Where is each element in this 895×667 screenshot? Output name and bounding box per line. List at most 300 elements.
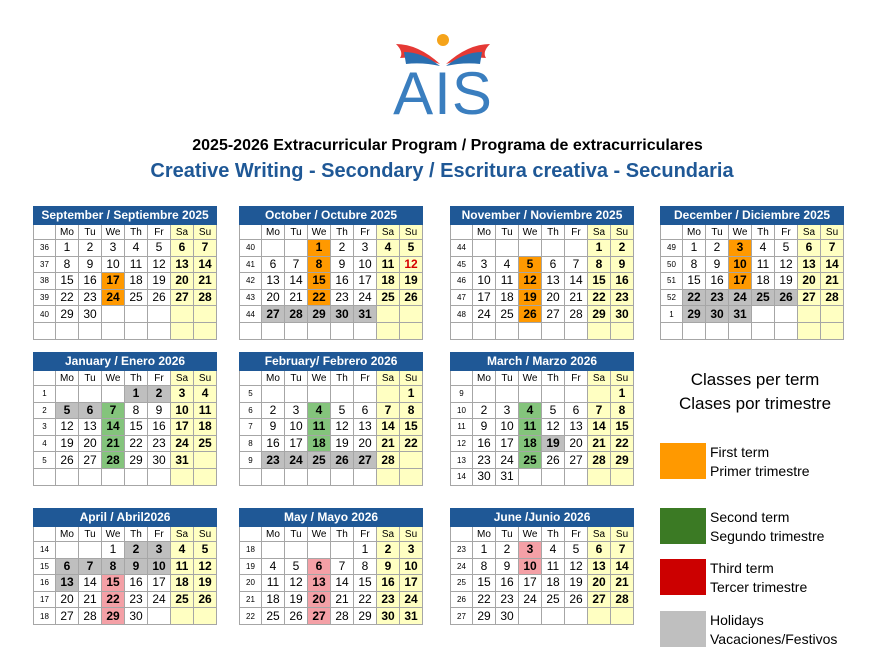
day-cell: 6	[798, 240, 821, 257]
day-cell	[821, 322, 844, 339]
week-number: 4	[34, 435, 56, 452]
day-cell	[775, 306, 798, 323]
day-header: Su	[194, 527, 217, 542]
week-number: 10	[451, 402, 473, 419]
day-cell: 28	[377, 452, 400, 469]
day-cell: 19	[519, 289, 542, 306]
day-cell: 23	[377, 591, 400, 608]
day-cell: 15	[125, 419, 148, 436]
week-number: 16	[34, 575, 56, 592]
day-cell: 18	[542, 575, 565, 592]
week-number: 21	[240, 591, 262, 608]
day-cell: 7	[285, 256, 308, 273]
day-header: Mo	[683, 225, 706, 240]
month-calendar	[33, 206, 216, 340]
month-calendar	[33, 352, 216, 486]
week-number: 38	[34, 273, 56, 290]
week-number	[661, 322, 683, 339]
day-cell	[400, 468, 423, 485]
week-number	[240, 468, 262, 485]
day-cell: 1	[683, 240, 706, 257]
day-cell	[611, 608, 634, 625]
day-cell: 13	[79, 419, 102, 436]
day-header: Th	[125, 527, 148, 542]
day-cell: 18	[262, 591, 285, 608]
day-cell	[798, 306, 821, 323]
day-cell: 3	[496, 402, 519, 419]
day-cell	[308, 386, 331, 403]
week-number: 41	[240, 256, 262, 273]
week-number: 27	[451, 608, 473, 625]
day-header: Sa	[588, 371, 611, 386]
day-cell: 28	[331, 608, 354, 625]
day-cell	[331, 322, 354, 339]
day-header: Mo	[473, 527, 496, 542]
day-header: Th	[542, 225, 565, 240]
day-cell: 10	[400, 558, 423, 575]
week-number: 42	[240, 273, 262, 290]
day-header: Tu	[496, 371, 519, 386]
day-cell: 1	[354, 542, 377, 559]
day-cell: 9	[611, 256, 634, 273]
day-cell: 10	[519, 558, 542, 575]
day-cell: 28	[194, 289, 217, 306]
day-header: We	[519, 225, 542, 240]
day-header: Fr	[775, 225, 798, 240]
day-header: Su	[194, 371, 217, 386]
week-number: 18	[34, 608, 56, 625]
day-cell	[775, 322, 798, 339]
day-cell: 8	[125, 402, 148, 419]
day-cell: 14	[79, 575, 102, 592]
day-cell: 20	[542, 289, 565, 306]
day-cell: 10	[496, 419, 519, 436]
day-cell	[148, 322, 171, 339]
day-cell: 12	[285, 575, 308, 592]
week-number: 9	[451, 386, 473, 403]
day-cell	[542, 468, 565, 485]
day-header: We	[729, 225, 752, 240]
day-cell: 24	[729, 289, 752, 306]
day-cell: 5	[565, 542, 588, 559]
day-cell: 29	[125, 452, 148, 469]
day-cell: 8	[102, 558, 125, 575]
day-cell: 31	[354, 306, 377, 323]
day-cell: 15	[56, 273, 79, 290]
week-number: 17	[34, 591, 56, 608]
day-cell: 8	[611, 402, 634, 419]
day-header: Sa	[377, 225, 400, 240]
day-cell: 10	[171, 402, 194, 419]
day-cell: 15	[473, 575, 496, 592]
day-header: Sa	[171, 371, 194, 386]
day-cell	[56, 542, 79, 559]
day-cell: 6	[354, 402, 377, 419]
day-header: Th	[125, 225, 148, 240]
day-cell: 8	[683, 256, 706, 273]
week-number: 1	[34, 386, 56, 403]
day-cell: 12	[400, 256, 423, 273]
day-cell: 27	[308, 608, 331, 625]
day-cell	[400, 306, 423, 323]
day-cell: 2	[125, 542, 148, 559]
day-cell: 24	[285, 452, 308, 469]
day-cell: 8	[473, 558, 496, 575]
day-cell	[171, 468, 194, 485]
day-header: Su	[400, 371, 423, 386]
day-cell: 6	[565, 402, 588, 419]
week-number: 7	[240, 419, 262, 436]
day-header: Fr	[565, 371, 588, 386]
day-cell: 30	[496, 608, 519, 625]
day-cell: 31	[171, 452, 194, 469]
day-cell: 29	[683, 306, 706, 323]
day-cell: 14	[565, 273, 588, 290]
day-cell: 1	[400, 386, 423, 403]
day-cell: 11	[171, 558, 194, 575]
day-cell: 30	[79, 306, 102, 323]
day-cell: 16	[473, 435, 496, 452]
day-cell	[285, 240, 308, 257]
day-cell: 15	[683, 273, 706, 290]
day-cell	[354, 322, 377, 339]
day-cell: 2	[331, 240, 354, 257]
day-cell: 11	[496, 273, 519, 290]
week-number: 26	[451, 591, 473, 608]
day-cell: 28	[565, 306, 588, 323]
day-cell: 26	[775, 289, 798, 306]
day-cell	[262, 322, 285, 339]
day-header: Tu	[706, 225, 729, 240]
day-cell: 20	[262, 289, 285, 306]
week-number: 43	[240, 289, 262, 306]
day-header: Su	[821, 225, 844, 240]
day-cell: 30	[377, 608, 400, 625]
week-header	[240, 527, 262, 542]
day-cell: 3	[473, 256, 496, 273]
day-cell: 4	[377, 240, 400, 257]
day-header: Tu	[285, 225, 308, 240]
day-header: Sa	[588, 225, 611, 240]
day-cell: 21	[565, 289, 588, 306]
day-cell: 27	[79, 452, 102, 469]
day-cell: 30	[706, 306, 729, 323]
day-cell: 5	[775, 240, 798, 257]
day-cell	[262, 542, 285, 559]
week-number: 20	[240, 575, 262, 592]
day-cell	[285, 386, 308, 403]
day-cell: 25	[262, 608, 285, 625]
day-cell	[542, 386, 565, 403]
day-cell: 11	[542, 558, 565, 575]
day-header: Fr	[354, 371, 377, 386]
day-cell: 26	[56, 452, 79, 469]
day-header: Sa	[377, 527, 400, 542]
day-cell	[79, 322, 102, 339]
day-cell: 14	[102, 419, 125, 436]
day-header: Su	[400, 527, 423, 542]
week-header	[34, 225, 56, 240]
week-number: 6	[240, 402, 262, 419]
day-header: Tu	[79, 527, 102, 542]
day-cell: 17	[519, 575, 542, 592]
day-cell: 5	[148, 240, 171, 257]
week-number: 51	[661, 273, 683, 290]
day-cell: 12	[519, 273, 542, 290]
day-header: Su	[400, 225, 423, 240]
week-header	[661, 225, 683, 240]
day-cell: 19	[331, 435, 354, 452]
day-cell: 17	[285, 435, 308, 452]
day-cell: 17	[729, 273, 752, 290]
day-cell	[285, 322, 308, 339]
week-header	[451, 225, 473, 240]
day-cell	[519, 322, 542, 339]
day-cell: 14	[377, 419, 400, 436]
day-cell: 3	[519, 542, 542, 559]
day-cell: 27	[171, 289, 194, 306]
day-cell: 10	[729, 256, 752, 273]
legend-label-es: Tercer trimestre	[710, 579, 808, 595]
day-cell	[102, 468, 125, 485]
day-cell: 16	[496, 575, 519, 592]
day-cell: 29	[473, 608, 496, 625]
day-cell: 6	[588, 542, 611, 559]
day-cell: 16	[706, 273, 729, 290]
day-cell	[377, 386, 400, 403]
day-cell: 7	[102, 402, 125, 419]
week-number: 40	[240, 240, 262, 257]
day-cell: 22	[473, 591, 496, 608]
month-title: March / Marzo 2026	[451, 353, 634, 371]
day-cell: 11	[125, 256, 148, 273]
day-cell: 8	[588, 256, 611, 273]
day-cell	[611, 468, 634, 485]
day-cell: 7	[79, 558, 102, 575]
day-cell: 27	[565, 452, 588, 469]
month-calendar	[450, 352, 633, 486]
day-cell: 9	[706, 256, 729, 273]
day-header: Su	[611, 371, 634, 386]
day-cell: 26	[565, 591, 588, 608]
day-header: Tu	[285, 371, 308, 386]
day-cell: 5	[542, 402, 565, 419]
day-cell: 12	[775, 256, 798, 273]
day-cell: 23	[611, 289, 634, 306]
day-cell: 29	[102, 608, 125, 625]
day-cell: 20	[79, 435, 102, 452]
day-header: Tu	[496, 225, 519, 240]
day-cell: 17	[400, 575, 423, 592]
day-cell: 21	[79, 591, 102, 608]
day-cell: 28	[588, 452, 611, 469]
day-cell: 23	[331, 289, 354, 306]
day-cell	[542, 608, 565, 625]
day-cell: 28	[285, 306, 308, 323]
week-number: 15	[34, 558, 56, 575]
day-cell: 24	[354, 289, 377, 306]
day-cell	[565, 240, 588, 257]
day-cell	[125, 306, 148, 323]
day-cell: 22	[102, 591, 125, 608]
day-cell: 16	[331, 273, 354, 290]
day-cell: 24	[148, 591, 171, 608]
day-cell	[798, 322, 821, 339]
day-cell: 19	[285, 591, 308, 608]
day-cell: 25	[519, 452, 542, 469]
week-number: 50	[661, 256, 683, 273]
day-cell: 5	[519, 256, 542, 273]
day-cell: 26	[194, 591, 217, 608]
day-cell: 29	[588, 306, 611, 323]
week-number: 1	[661, 306, 683, 323]
day-header: We	[308, 371, 331, 386]
day-cell	[331, 468, 354, 485]
day-header: Su	[194, 225, 217, 240]
day-header: Mo	[262, 225, 285, 240]
day-cell: 4	[194, 386, 217, 403]
day-cell: 21	[377, 435, 400, 452]
day-cell: 21	[194, 273, 217, 290]
day-cell: 22	[611, 435, 634, 452]
day-cell: 4	[519, 402, 542, 419]
legend-first-term	[710, 443, 810, 481]
day-cell: 31	[400, 608, 423, 625]
month-title: June /Junio 2026	[451, 509, 634, 527]
day-header: Th	[125, 371, 148, 386]
legend-title-es: Clases por trimestre	[678, 394, 832, 413]
day-cell: 25	[308, 452, 331, 469]
day-cell	[171, 306, 194, 323]
month-title: September / Septiembre 2025	[34, 207, 217, 225]
day-cell	[611, 322, 634, 339]
month-title: October / Octubre 2025	[240, 207, 423, 225]
week-number: 45	[451, 256, 473, 273]
day-cell	[194, 322, 217, 339]
week-header	[240, 371, 262, 386]
day-cell	[79, 386, 102, 403]
day-header: Mo	[473, 371, 496, 386]
day-cell: 19	[775, 273, 798, 290]
day-cell: 11	[308, 419, 331, 436]
day-cell: 3	[102, 240, 125, 257]
week-header	[34, 527, 56, 542]
day-cell: 24	[519, 591, 542, 608]
day-header: Th	[331, 225, 354, 240]
day-cell: 25	[377, 289, 400, 306]
day-cell: 25	[194, 435, 217, 452]
day-cell: 11	[377, 256, 400, 273]
day-cell	[171, 608, 194, 625]
day-cell: 12	[56, 419, 79, 436]
day-cell: 4	[262, 558, 285, 575]
day-cell: 4	[125, 240, 148, 257]
day-cell: 23	[125, 591, 148, 608]
day-cell: 30	[331, 306, 354, 323]
day-cell: 2	[611, 240, 634, 257]
day-cell: 19	[148, 273, 171, 290]
day-header: Sa	[798, 225, 821, 240]
day-cell: 2	[262, 402, 285, 419]
day-cell: 23	[496, 591, 519, 608]
day-cell: 26	[542, 452, 565, 469]
day-cell: 6	[171, 240, 194, 257]
week-number: 49	[661, 240, 683, 257]
day-cell: 3	[148, 542, 171, 559]
day-cell: 25	[171, 591, 194, 608]
month-title: May / Mayo 2026	[240, 509, 423, 527]
day-header: We	[308, 225, 331, 240]
day-cell: 12	[148, 256, 171, 273]
day-cell	[496, 386, 519, 403]
day-cell: 19	[56, 435, 79, 452]
day-cell: 21	[588, 435, 611, 452]
day-cell: 16	[377, 575, 400, 592]
ais-logo	[388, 30, 498, 130]
day-cell: 12	[565, 558, 588, 575]
day-cell: 20	[798, 273, 821, 290]
day-cell: 27	[354, 452, 377, 469]
day-cell: 2	[473, 402, 496, 419]
day-cell: 1	[102, 542, 125, 559]
day-cell: 22	[125, 435, 148, 452]
week-number: 14	[34, 542, 56, 559]
week-number: 48	[451, 306, 473, 323]
day-cell: 16	[148, 419, 171, 436]
day-cell: 8	[400, 402, 423, 419]
day-cell	[331, 542, 354, 559]
day-cell: 25	[125, 289, 148, 306]
day-cell	[496, 322, 519, 339]
week-header	[34, 371, 56, 386]
day-cell: 27	[798, 289, 821, 306]
day-cell: 19	[400, 273, 423, 290]
week-number: 25	[451, 575, 473, 592]
day-cell: 26	[400, 289, 423, 306]
day-cell: 30	[125, 608, 148, 625]
day-cell: 10	[473, 273, 496, 290]
day-cell: 13	[171, 256, 194, 273]
day-cell	[400, 452, 423, 469]
day-cell: 4	[171, 542, 194, 559]
day-header: Fr	[565, 527, 588, 542]
day-cell	[194, 306, 217, 323]
day-cell: 8	[354, 558, 377, 575]
day-cell: 25	[752, 289, 775, 306]
day-cell: 14	[588, 419, 611, 436]
day-cell: 10	[354, 256, 377, 273]
day-cell	[79, 468, 102, 485]
day-cell: 6	[262, 256, 285, 273]
day-cell	[542, 322, 565, 339]
day-cell: 29	[56, 306, 79, 323]
day-cell: 7	[194, 240, 217, 257]
day-cell: 17	[171, 419, 194, 436]
day-cell: 11	[519, 419, 542, 436]
day-cell: 7	[377, 402, 400, 419]
day-cell	[262, 240, 285, 257]
month-calendar	[239, 352, 422, 486]
month-calendar	[239, 508, 422, 625]
day-cell: 7	[588, 402, 611, 419]
day-cell	[377, 468, 400, 485]
day-cell: 1	[125, 386, 148, 403]
day-cell: 26	[148, 289, 171, 306]
day-cell: 13	[798, 256, 821, 273]
month-title: February/ Febrero 2026	[240, 353, 423, 371]
legend-swatch-second	[660, 508, 706, 544]
day-header: Fr	[354, 527, 377, 542]
